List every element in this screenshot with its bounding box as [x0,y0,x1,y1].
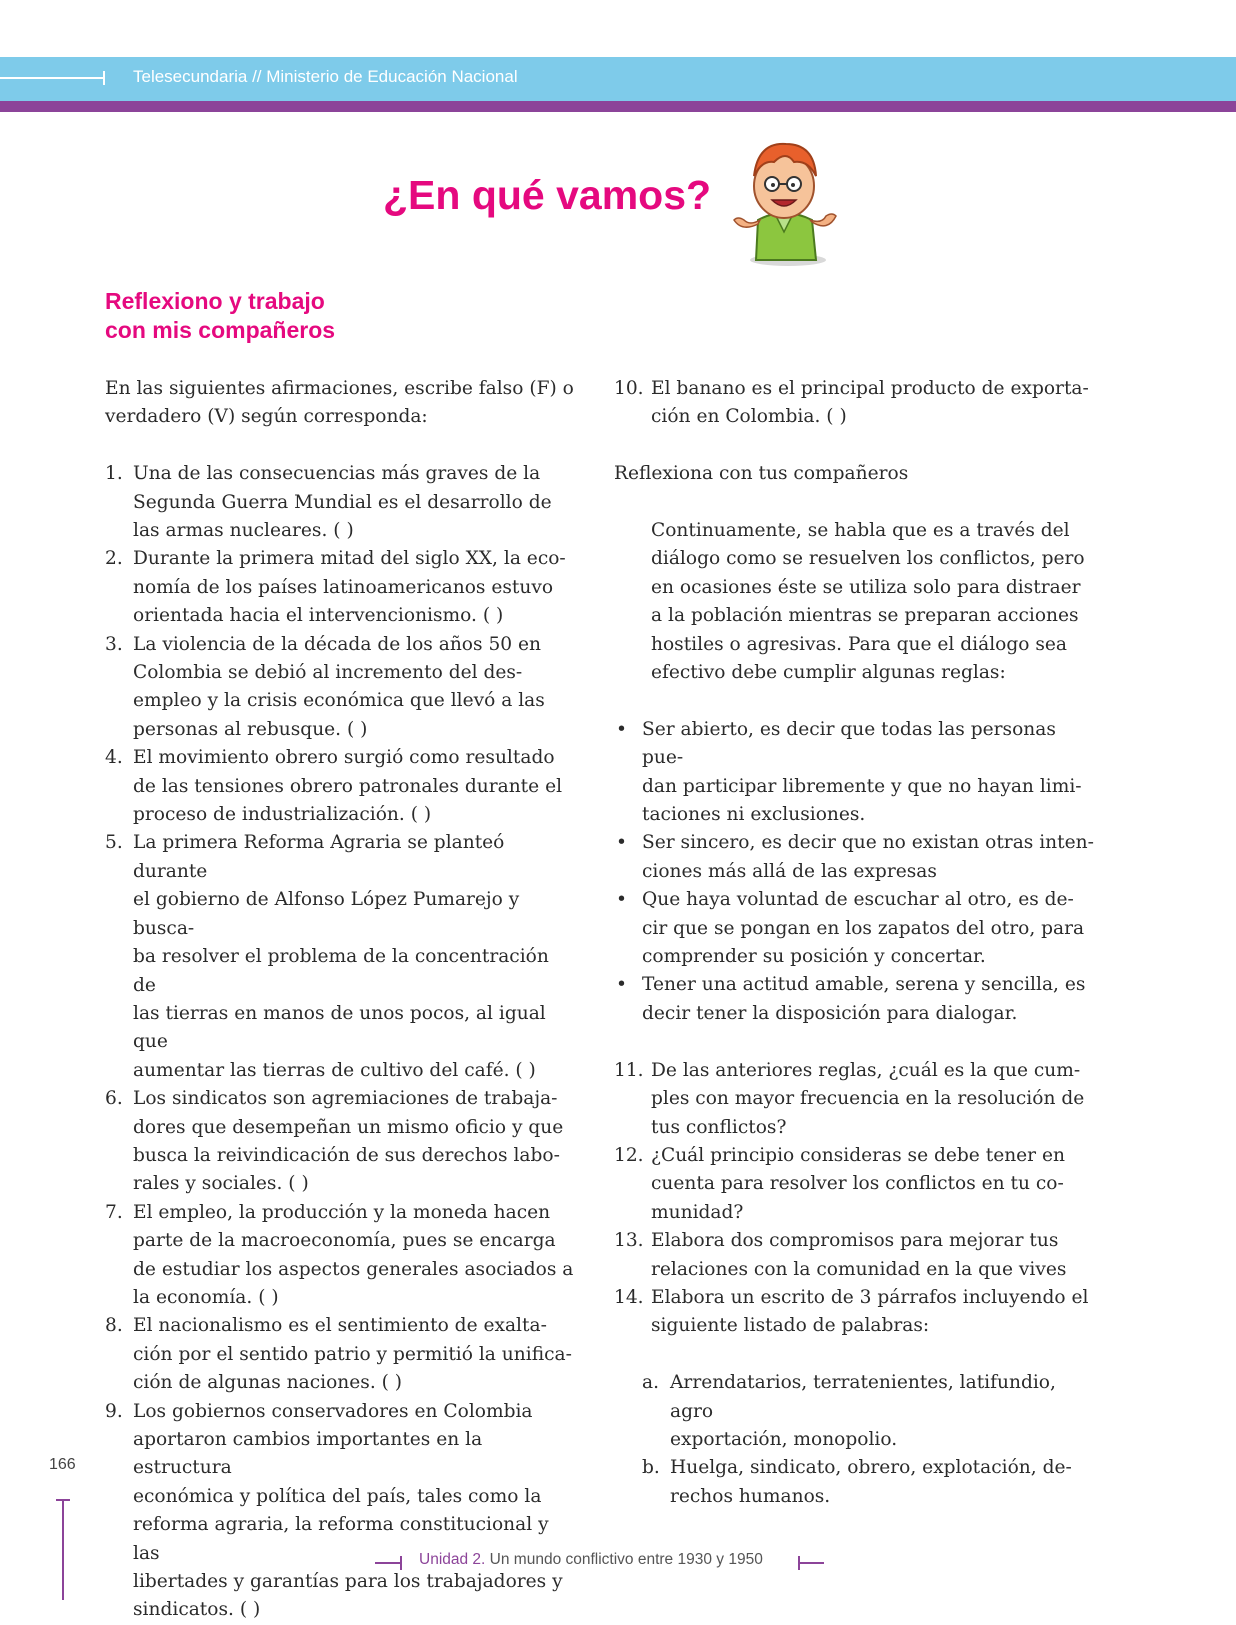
bullet-icon: • [616,718,627,740]
bullet-icon: • [616,974,627,996]
statement-item: 2. Durante la primera mitad del siglo XX, la eco- nomía de los países latinoamericanos estuvo orientada hacia el intervencionismo. ( ) [105,548,566,627]
rule-bullet: • Tener una actitud amable, serena y sencilla, es decir tener la disposición para dialogar. [614,971,1096,1028]
question-item: 11. De las anteriores reglas, ¿cuál es la que cum- ples con mayor frecuencia en la resolución de tus conflictos? [614,1059,1085,1138]
statement-item: 9. Los gobiernos conservadores en Colombia aportaron cambios importantes en la estructura económica y política del país, tales como la reforma agraria, la reforma constitucional y las libertades y garantías para los trabajadores y sindicatos. ( ) [105,1400,563,1621]
left-column [105,375,575,1625]
intro-line: En las siguientes afirmaciones, escribe falso (F) o [105,378,574,399]
section-heading-line: Reflexiono y trabajo [105,288,325,314]
statement-item: 8. El nacionalismo es el sentimiento de exalta- ción por el sentido patrio y permitió la unifica- ción de algunas naciones. ( ) [105,1315,572,1394]
word-list-item: a. Arrendatarios, terratenientes, latifundio, agro exportación, monopolio. [642,1372,1056,1450]
page-number: 166 [49,1456,76,1473]
question-item: 12. ¿Cuál principio consideras se debe tener en cuenta para resolver los conflictos en tu co- munidad? [614,1144,1065,1223]
question-item: 14. Elabora un escrito de 3 párrafos incluyendo el siguiente listado de palabras: [614,1286,1089,1337]
boy-mascot-icon [728,136,840,268]
header-stripe [0,101,1236,112]
footer [375,1551,825,1575]
statement-item: 4. El movimiento obrero surgió como resultado de las tensiones obrero patronales durante el proceso de industrialización. ( ) [105,747,563,826]
word-list-item: b. Huelga, sindicato, obrero, explotación, de- rechos humanos. [642,1457,1072,1507]
bullet-icon: • [616,832,627,854]
rule-bullet: • Ser sincero, es decir que no existan otras inten- ciones más allá de las expresas [614,829,1096,886]
footer-unit: Unidad 2. [419,1551,486,1568]
footer-tick-left [400,1556,402,1570]
statement-item: 6. Los sindicatos son agremiaciones de trabaja- dores que desempeñan un mismo oficio y que busca la reivindicación de sus derechos labo- rales y sociales. ( ) [105,1088,564,1195]
footer-title: Un mundo conflictivo entre 1930 y 1950 [489,1551,763,1568]
page-title: ¿En qué vamos? [383,172,712,218]
reflect-paragraph: Continuamente, se habla que es a través del diálogo como se resuelven los conflictos, pero en ocasiones éste se utiliza solo para distraer a la población mientras se preparan acciones hostiles o agresivas. Para que el diálogo sea efectivo debe cumplir algunas reglas: [651,520,1085,684]
statement-item: 10. El banano es el principal producto de exporta- ción en Colombia. ( ) [614,378,1089,428]
statement-item: 7. El empleo, la producción y la moneda hacen parte de la macroeconomía, pues se encarga de estudiar los aspectos generales asociados a la economía. ( ) [105,1201,574,1308]
statement-item: 3. La violencia de la década de los años 50 en Colombia se debió al incremento del des- empleo y la crisis económica que llevó a las personas al rebusque. ( ) [105,633,545,740]
section-heading-line: con mis compañeros [105,317,336,343]
header-rule-tick [103,71,105,85]
intro-line: verdadero (V) según corresponda: [105,406,428,428]
section-heading [105,287,335,345]
statement-item: 1. Una de las consecuencias más graves de la Segunda Guerra Mundial es el desarrollo de las armas nucleares. ( ) [105,463,552,542]
statement-item: 5. La primera Reforma Agraria se planteó durante el gobierno de Alfonso López Pumarejo y busca- ba resolver el problema de la concentración de las tierras en manos de unos pocos, al igual que aumentar las tierras de cultivo del café. ( ) [105,832,549,1081]
footer-rule-left [375,1562,401,1564]
footer-text [419,1551,763,1569]
bullet-icon: • [616,889,627,911]
header-rule [0,77,104,79]
rule-bullet: • Ser abierto, es decir que todas las personas pue- dan participar libremente y que no hayan limi- taciones ni exclusiones. [614,716,1096,830]
question-item: 13. Elabora dos compromisos para mejorar tus relaciones con la comunidad en la que vives [614,1230,1067,1280]
header-text: Telesecundaria // Ministerio de Educación Nacional [133,67,518,86]
footer-rule-right [798,1562,824,1564]
reflect-heading: Reflexiona con tus compañeros [614,463,909,485]
margin-line [62,1500,64,1600]
rule-bullet: • Que haya voluntad de escuchar al otro, es de- cir que se pongan en los zapatos del otro, para comprender su posición y concertar. [614,886,1096,971]
right-column [614,375,1096,1511]
